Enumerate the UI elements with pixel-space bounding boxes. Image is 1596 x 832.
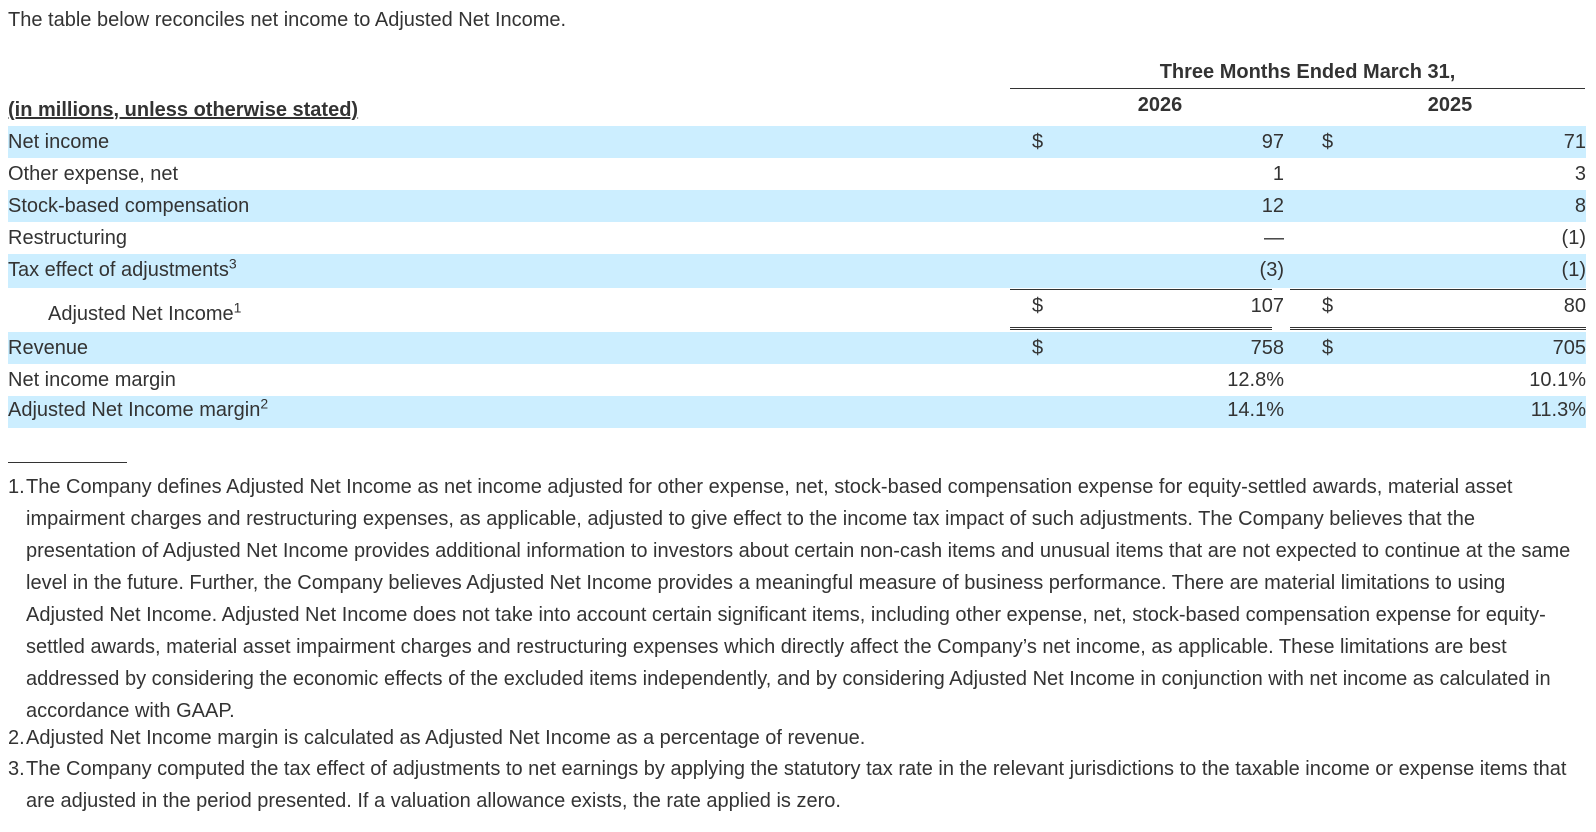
table-row-restructuring	[8, 222, 1586, 254]
table-row-revenue	[8, 332, 1586, 364]
period-header: Three Months Ended March 31,	[1159, 61, 1456, 83]
footnote-number: 3.	[8, 758, 25, 780]
intro-text: The table below reconciles net income to Adjusted Net Income.	[8, 9, 567, 31]
year-header-2025: 2025	[1427, 94, 1473, 116]
units-label: (in millions, unless otherwise stated)	[8, 99, 359, 121]
currency-symbol: $	[1322, 295, 1334, 317]
value-2025: 10.1%	[1529, 369, 1586, 391]
currency-symbol: $	[1322, 131, 1334, 153]
value-2025: 80	[1563, 295, 1586, 317]
period-header-rule	[1010, 88, 1585, 89]
table-row-adjusted-net-income	[8, 290, 1586, 330]
value-2026: 97	[1261, 131, 1284, 153]
row-label	[8, 395, 269, 422]
table-row-stock-comp	[8, 190, 1586, 222]
value-2025: (1)	[1561, 259, 1586, 281]
currency-symbol: $	[1032, 337, 1044, 359]
value-2025: (1)	[1561, 227, 1586, 249]
row-label: Revenue	[8, 337, 89, 359]
footnote-text: The Company computed the tax effect of adjustments to net earnings by applying the statutory tax rate in the relevant jurisdictions to the taxable income or expense items that are adjusted in the period presented. If a valuation allowance exists, the rate applied is zero.	[26, 758, 1567, 812]
value-2025: 11.3%	[1530, 399, 1586, 421]
row-label: Net income margin	[8, 369, 176, 391]
table-row-tax-effect	[8, 254, 1586, 288]
footnote-separator	[8, 462, 127, 463]
footnote-number: 2.	[8, 727, 25, 749]
footnote-number: 1.	[8, 476, 25, 498]
total-double-rule-2025	[1290, 327, 1586, 330]
footnote-ref: 2	[260, 395, 269, 412]
table-row-net-income-margin	[8, 364, 1586, 396]
table-row-other-expense	[8, 158, 1586, 190]
table-row-net-income	[8, 126, 1586, 158]
value-2025: 705	[1552, 337, 1586, 359]
value-2026: 12.8%	[1227, 369, 1284, 391]
footnote-3	[8, 753, 1583, 817]
footnote-2	[8, 722, 1583, 754]
currency-symbol: $	[1032, 131, 1044, 153]
value-2026: 1	[1272, 163, 1284, 185]
currency-symbol: $	[1322, 337, 1334, 359]
footnote-text: Adjusted Net Income margin is calculated as Adjusted Net Income as a percentage of revenue.	[26, 727, 866, 749]
row-label-text: Adjusted Net Income margin	[8, 399, 261, 421]
row-label	[8, 255, 237, 282]
total-double-rule-2026	[1010, 327, 1272, 330]
row-label-text: Adjusted Net Income	[48, 303, 234, 325]
row-label: Restructuring	[8, 227, 127, 249]
value-2026: 12	[1261, 195, 1284, 217]
footnote-ref: 1	[233, 299, 242, 316]
value-2026: —	[1264, 227, 1284, 249]
table-row-adjusted-margin	[8, 396, 1586, 428]
value-2025: 8	[1574, 195, 1586, 217]
value-2026: 107	[1250, 295, 1284, 317]
currency-symbol: $	[1032, 295, 1044, 317]
row-label: Stock-based compensation	[8, 195, 250, 217]
value-2025: 3	[1574, 163, 1586, 185]
row-label-text: Tax effect of adjustments	[8, 259, 229, 281]
row-label: Net income	[8, 131, 110, 153]
row-label	[48, 299, 242, 326]
row-label: Other expense, net	[8, 163, 179, 185]
footnote-ref: 3	[228, 255, 237, 272]
value-2026: (3)	[1259, 259, 1284, 281]
value-2026: 14.1%	[1227, 399, 1284, 421]
value-2025: 71	[1563, 131, 1586, 153]
value-2026: 758	[1250, 337, 1284, 359]
year-header-2026: 2026	[1137, 94, 1183, 116]
footnote-1	[8, 471, 1583, 727]
footnote-text: The Company defines Adjusted Net Income as net income adjusted for other expense, net, stock-based compensation expense for equity-settled awards, material asset impairment charges and restructuring expenses, as applicable, adjusted to give effect to the income tax impact of such adjustments. The Company believes that the presentation of Adjusted Net Income provides additional information to investors about certain non-cash items and unusual items that are not expected to continue at the same level in the future. Further, the Company believes Adjusted Net Income provides a meaningful measure of business performance. There are material limitations to using Adjusted Net Income. Adjusted Net Income does not take into account certain significant items, including other expense, net, stock-based compensation expense for equity-settled awards, material asset impairment charges and restructuring expenses which directly affect the Company’s net income, as applicable. These limitations are best addressed by considering the economic effects of the excluded items independently, and by considering Adjusted Net Income in conjunction with net income as calculated in accordance with GAAP.	[26, 476, 1571, 722]
